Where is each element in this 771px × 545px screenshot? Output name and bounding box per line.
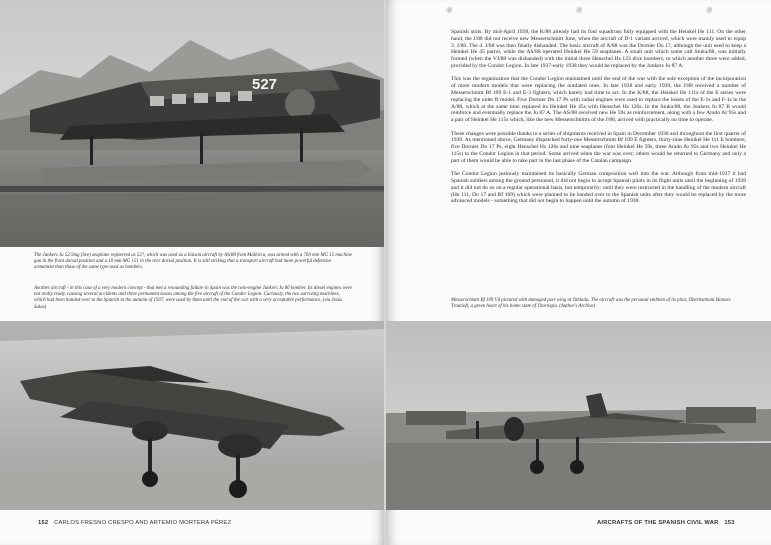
- caption-bf109: Messerschmitt Bf 109 V4 pictured with damaged port wing at Tablada. The aircraft was the personal emblem of its pilot, Oberleutnant Hannes Trautloft, a green heart of his home state of Thuringia. (Author's Archive): [451, 298, 731, 310]
- page-number-right: 153: [724, 520, 735, 526]
- caption-seaplane: The Junkers Ju 52/3mg (See) seaplane registered as 52?, which was used as a liaison aircraft by AS/88 from Mallorca, was armed with a 760 mm MG 15 machine gun in the front dorsal position and a 10 mm MG 151 in the rear dorsal position. It is still striking that a transport aircraft had more powerful defensive armament than those of the same type used as bombers.: [34, 253, 352, 271]
- book-title: AIRCRAFTS OF THE SPANISH CIVIL WAR: [597, 520, 719, 526]
- seaplane-photo: [0, 0, 385, 247]
- rivet-ornament: [576, 6, 582, 12]
- left-footer: [34, 520, 231, 526]
- paragraph: Spanish units. By mid-April 1938, the K/88 already had its four squadrons fully equipped with the Heinkel He 111. On the other hand, the J/88 did not receive new Messerschmitt June, when the aircraft of D-1 variant arrived, which were mainly used to equip 3. J/88. The 4. J/88 was then finally disbanded. The basic aircraft of A/88 was the Dornier Do 17, although the unit used to keep a Heinkel He 45 patrol, while the AS/88 operated Heinkel He 59 seaplanes. A small unit which some call Stuka/88, was initially formed (when the VJ/88 was disbanded) with the initial three Henschel Hs 123 dive bombers, to which another three were added, provided by the Condor Legion. In late 1937-early 1938 they would be replaced by the Junkers Ju 87 A.: [451, 29, 746, 69]
- left-page: [0, 0, 385, 545]
- right-footer: [597, 520, 739, 526]
- bf109-photo: [386, 321, 771, 510]
- caption-ju86: Another aircraft - in this case of a very modern concept - that met a resounding failure in Spain was the twin-engine Junkers Ju 86 bomber. Its diesel engines were not really ready, causing several accidents and three permanent losses among the five aircraft of the Condor Legion. Curiously, the two surviving machines, which had been handed over to the Spanish in the autumn of 1937, were used by them until the end of the war with a very acceptable performance. (via Jesús Salas): [34, 286, 352, 310]
- registration-number: 527: [252, 76, 278, 93]
- paragraph: The Condor Legion jealously maintained its basically German composition well into the war. Although from mid-1937 it had Spanish soldiers among the ground personnel, it did not begin to accept Spanish pilots in its flight units until the beginning of 1938 and it did not do so on a regular operational basis, but temporarily: until they were instructed in the handling of the modern aircraft (He 111, Do 17 and Bf 109) which were planned to be handed over to the Spanish units after they would be replaced by the more advanced models - something that did not begin to happen until the autumn of 1938.: [451, 171, 746, 205]
- rivet-ornament: [446, 6, 452, 12]
- authors: CARLOS FRESNO CRESPO AND ARTEMIO MORTERA PÉREZ: [54, 520, 232, 526]
- bomber-photo: [0, 321, 385, 510]
- rivet-ornament: [706, 6, 712, 12]
- article-body: [451, 29, 746, 212]
- page-number-left: 152: [38, 520, 49, 526]
- paragraph: These changes were possible thanks to a series of shipments received in Spain in December 1938 and throughout the first quarter of 1939. As mentioned above, Germany dispatched forty-one Messerschmitt Bf 109 E fighters, thirty-nine Heinkel He 111 E bombers, five Dornier Do 17 Ps, eight Henschel Hs 126s and nine seaplanes (four Heinkel He 59s, three Arado Ar 95s and two Heinkel He 115s) to the Condor Legion in that period. Some arrived when the war was over; others would be returned to Germany and only a part of them would be able to take part in the last phase of the Catalan campaign.: [451, 130, 746, 164]
- paragraph: This was the organization that the Condor Legion maintained until the end of the war with the sole exception of the incorporation of more modern models that were replacing the outdated ones. In late 1938 and early 1939, the J/88 received a number of Messerschmitt Bf 109 E-1 and E-3 fighters, which barely had time to act. In the K/88, the Heinkel He 111s of the E series were replacing the older B model, Five Dornier Do 17 Ps with radial engines were used to replace the losses of the E-1s and F-1s in the A/88, which at the same time replaced its Heinkel He 45s with Henschel Hs 126s. In the Stuka/88, the Junkers Ju 87 B would reinforce and eventually replace the Ju 87 A. The AS/88 received new He 59s as reinforcement, along with a few Arado Ar 95s and a pair of Heinkel He 115s which, like the new Messerschmitts of the J/88, arrived with practically no time to operate.: [451, 76, 746, 124]
